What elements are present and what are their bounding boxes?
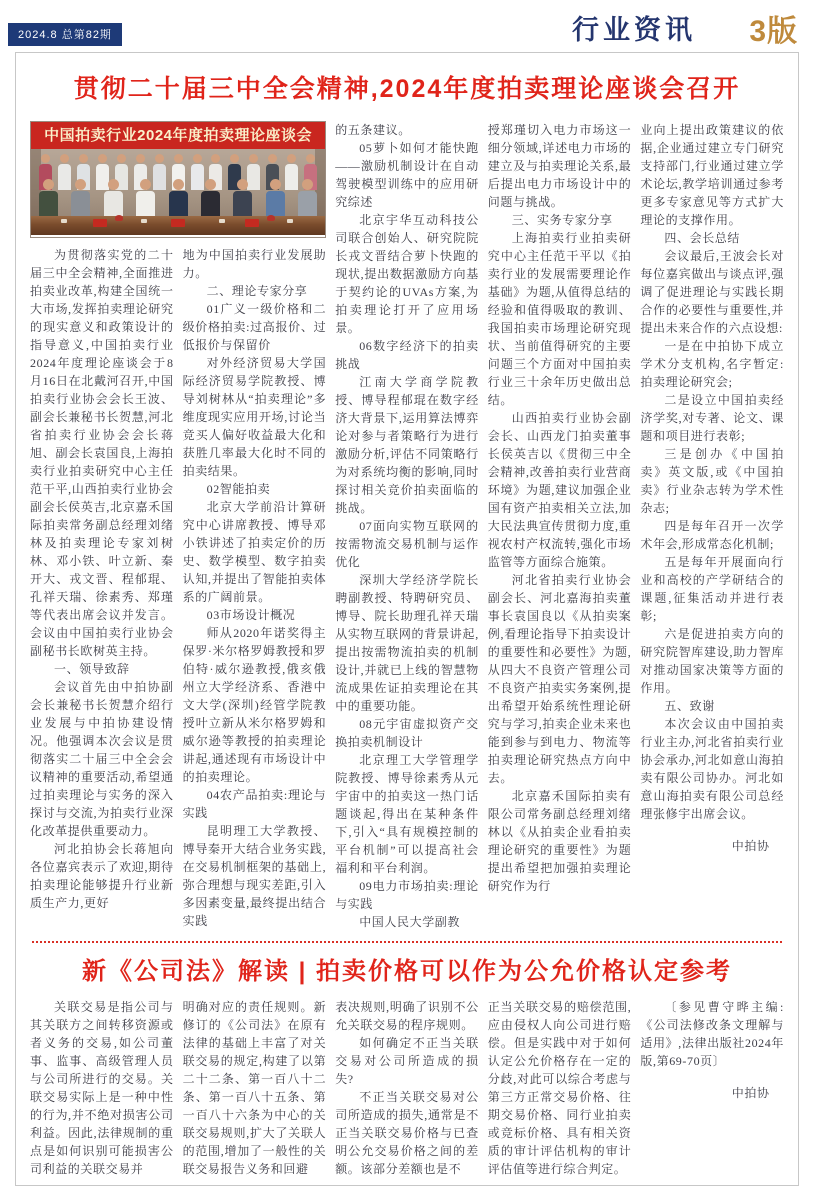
person-head	[211, 154, 220, 163]
paragraph: 河北省拍卖行业协会副会长、河北嘉海拍卖董事长袁国良以《从拍卖案例,看理论指导下拍卖设计的重要性和必要性》为题,从四大不良资产管理公司不良资产拍卖实务案例,提出希望开始系统性理论研究与学习,拍卖企业未来也能到参与到电力、物流等拍卖理论研究热点方向中去。	[487, 573, 632, 785]
paragraph: 一是在中拍协下成立学术分支机构,名字暂定:拍卖理论研究会;	[640, 339, 784, 389]
person-head	[79, 154, 88, 163]
person-head	[41, 154, 50, 163]
paragraph: 北京嘉禾国际拍卖有限公司常务副总经理刘绪林以《从拍卖企业看拍卖理论研究的重要性》为题提出希望把加强拍卖理论研究作为行	[487, 789, 632, 893]
article1-column-3	[335, 121, 479, 931]
paragraph: 的五条建议。	[335, 123, 411, 137]
paragraph: 深圳大学经济学院长聘副教授、特聘研究员、博导、院长助理孔祥天瑞从实物互联网的背景讲起,提出按需物流拍卖的机制设计,并就已上线的智慧物流成果佐证拍卖理论在其中的重要功能。	[335, 573, 479, 713]
section-title: 行业资讯	[572, 15, 696, 45]
paragraph: 会议首先由中拍协副会长兼秘书长贺慧介绍行业发展与中拍协建设情况。他强调本次会议是贯彻落实二十届三中全会会议精神的重要活动,希望通过拍卖理论与实务的深入探讨与交流,为拍卖行业深化改革提供重要动力。	[30, 679, 174, 838]
person-head	[98, 154, 107, 163]
paragraph: 六是促进拍卖方向的研究院智库建设,助力智库对推动国家决策等方面的作用。	[640, 627, 784, 695]
person-head	[205, 179, 216, 190]
paragraph: 中国人民大学副教	[359, 915, 460, 929]
person-head	[193, 154, 202, 163]
paragraph: 为贯彻落实党的二十届三中全会精神,全面推进拍卖业改革,构建全国统一大市场,发挥拍卖理论研究的现实意义和政策设计的指导意义,中国拍卖行业2024年度理论座谈会于8月16日在北戴河召开,中国拍卖行业协会会长王波、副会长兼秘书长贺慧,河北省拍卖行业协会会长蒋旭、副会长袁国良,上海拍卖行业拍卖研究中心主任范干平,山西拍卖行业协会副会长侯英吉,北京嘉禾国际拍卖常务副总经理刘绪林及拍卖理论专家刘树林、邓小铁、叶立新、秦开大、戎文晋、程郁琨、孔祥天瑞、徐素秀、郑瑾等代表出席会议并发言。会议由中国拍卖行业协会副秘书长欧树英主持。	[30, 247, 174, 658]
paragraph: 江南大学商学院教授、博导程郁琨在数字经济大背景下,运用算法博弈论对参与者策略行为进行激励分析,评估不同策略行为对系统均衡的影响,同时探讨相关竞价拍卖面临的挑战。	[335, 375, 479, 515]
paragraph: 五是每年开展面向行业和高校的产学研结合的课题,征集活动并进行表彰;	[640, 555, 784, 623]
paragraph: 北京理工大学管理学院教授、博导徐素秀从元宇宙中的拍卖这一热门话题谈起,得出在某种条件下,引入“具有规模控制的平台机制”可以提高社会福利和平台利润。	[335, 753, 479, 875]
paragraph: 北京宇华互动科技公司联合创始人、研究院院长戎文晋结合萝卜快跑的现状,提出数据激励方向基于契约论的UVAs方案,为拍卖理论打开了应用场景。	[335, 213, 479, 335]
person-head	[237, 179, 248, 190]
photo-scene	[31, 149, 325, 235]
photo-banner-text: 中国拍卖行业2024年度拍卖理论座谈会	[31, 122, 325, 149]
flower-decoration	[115, 215, 123, 221]
paragraph: 04农产品拍卖:理论与实践	[182, 787, 327, 820]
paragraph: 师从2020年诺奖得主保罗·米尔格罗姆教授和罗伯特·威尔逊教授,俄亥俄州立大学经济系、香港中文大学(深圳)经管学院教授叶立新从米尔格罗姆和威尔逊等教授的拍卖理论讲起,通述现有市场设计中的拍卖理论。	[182, 625, 327, 784]
article1-column-1	[30, 246, 174, 932]
paragraph: 不正当关联交易对公司所造成的损失,通常是不正当关联交易价格与已查明公允交易价格之间的差额。该部分差额也是不	[335, 1090, 479, 1176]
byline: 中拍协	[731, 839, 770, 853]
content-frame	[15, 52, 799, 1186]
paragraph: 上海拍卖行业拍卖研究中心主任范干平以《拍卖行业的发展需要理论作基础》为题,从值得总结的经验和值得吸取的教训、我国拍卖市场理论研究现状、当前值得研究的主要问题三个方面对中国拍卖行业三十余年历史做出总结。	[487, 231, 632, 407]
article1-column-4	[488, 121, 632, 931]
person-head	[136, 154, 145, 163]
teacup	[219, 219, 225, 223]
paragraph: 四、会长总结	[664, 231, 740, 245]
flower-decoration	[267, 215, 275, 221]
paragraph: 河北拍协会长蒋旭向各位嘉宾表示了欢迎,期待拍卖理论能够提升行业新质生产力,更好	[30, 841, 174, 910]
person-head	[249, 154, 258, 163]
paragraph: 业向上提出政策建议的依据,企业通过建立专门研究支持部门,行业通过建立学术论坛,教学培训通过参考更多专家意见等方式扩大理论的支撑作用。	[640, 123, 784, 227]
person-head	[174, 154, 183, 163]
article2-column-2	[183, 998, 327, 1178]
paragraph: 05萝卜如何才能快跑——激励机制设计在自动驾驶模型训练中的应用研究综述	[335, 141, 479, 209]
article-company-law	[30, 998, 784, 1178]
paragraph: 明确对应的责任规则。新修订的《公司法》在原有法律的基础上丰富了对关联交易的规定,构建了以第二十二条、第一百八十二条、第一百八十五条、第一百八十六条为中心的关联交易规则,扩大了关联人的范围,增加了一般性的关联交易报告义务和回避	[182, 1000, 327, 1176]
person-head	[268, 154, 277, 163]
paragraph: 表决规则,明确了识别不公允关联交易的程序规则。	[335, 1000, 479, 1032]
name-card	[245, 219, 259, 227]
person-head	[306, 154, 315, 163]
issue-badge: 2024.8 总第82期	[8, 23, 122, 46]
paragraph: 对外经济贸易大学国际经济贸易学院教授、博导刘树林从“拍卖理论”多维度现实应用开场,讨论当竞买人偏好收益最大化和获胜几率最大化时不同的拍卖结果。	[182, 355, 327, 478]
article1-headline: 贯彻二十届三中全会精神,2024年度拍卖理论座谈会召开	[73, 75, 741, 103]
paragraph: 北京大学前沿计算研究中心讲席教授、博导邓小铁讲述了拍卖定价的历史、数学模型、数字拍卖认知,并提出了智能拍卖体系的广阔前景。	[182, 499, 327, 604]
paragraph: 二、理论专家分享	[206, 283, 308, 298]
paragraph: 02智能拍卖	[206, 481, 271, 496]
paragraph: 四是每年召开一次学术年会,形成常态化机制;	[640, 519, 784, 551]
article2-column-3	[335, 998, 479, 1178]
byline: 中拍协	[731, 1086, 770, 1100]
article1-column-2	[183, 246, 327, 932]
dotted-separator	[32, 941, 782, 943]
person-head	[287, 154, 296, 163]
page-number: 3版	[749, 15, 798, 48]
person-head	[60, 154, 69, 163]
paragraph: 03市场设计概况	[206, 607, 296, 622]
person-head	[108, 179, 119, 190]
paragraph: 授郑瑾切入电力市场这一细分领域,详述电力市场的建立及与拍卖理论关系,最后提出电力市场设计中的问题与挑战。	[487, 123, 632, 209]
name-card	[93, 219, 107, 227]
teacup	[141, 219, 147, 223]
paragraph: 山西拍卖行业协会副会长、山西龙门拍卖董事长侯英吉以《贯彻三中全会精神,改善拍卖行业营商环境》为题,建议加强企业国有资产拍卖相关立法,加大民法典宣传贯彻力度,重视农村产权流转,强化市场监管等方面综合施策。	[487, 411, 632, 569]
article-theory-forum	[30, 121, 784, 931]
teacup	[287, 219, 293, 223]
paragraph: 五、致谢	[664, 699, 715, 713]
person-head	[117, 154, 126, 163]
group-photo	[30, 121, 326, 238]
paragraph: 如何确定不正当关联交易对公司所造成的损失?	[335, 1036, 479, 1086]
person-head	[270, 179, 281, 190]
article1-column-5	[640, 121, 784, 931]
paragraph: 01广义一级价格和二级价格拍卖:过高报价、过低报价与保留价	[182, 301, 327, 352]
paragraph: 会议最后,王波会长对每位嘉宾做出与谈点评,强调了促进理论与实践长期合作的必要性与重要性,并提出未来合作的六点设想:	[640, 249, 784, 335]
paragraph: 三、实务专家分享	[511, 213, 613, 227]
person-head	[155, 154, 164, 163]
paragraph: 一、领导致辞	[54, 661, 130, 676]
person-head	[230, 154, 239, 163]
name-card	[171, 219, 185, 227]
paragraph: 〔参见曹守晔主编:《公司法修改条文理解与适用》,法律出版社2024年版,第69-70页〕	[640, 1000, 784, 1068]
paragraph: 关联交易是指公司与其关联方之间转移资源或者义务的交易,如公司董事、监事、高级管理人员与公司所进行的交易。关联交易实际上是一种中性的行为,并不绝对损害公司利益。因此,法律规制的重点是如何识别可能损害公司利益的关联交易并	[30, 1000, 174, 1176]
paragraph: 07面向实物互联网的按需物流交易机制与运作优化	[335, 519, 479, 569]
paragraph: 本次会议由中国拍卖行业主办,河北省拍卖行业协会承办,河北如意山海拍卖有限公司协办。河北如意山海拍卖有限公司总经理张修宇出席会议。	[640, 717, 784, 821]
paragraph: 地为中国拍卖行业发展助力。	[182, 247, 327, 280]
person-head	[43, 179, 54, 190]
article2-headline: 新《公司法》解读 | 拍卖价格可以作为公允价格认定参考	[81, 958, 733, 985]
paragraph: 08元宇宙虚拟资产交换拍卖机制设计	[335, 717, 479, 749]
article2-column-1	[30, 998, 174, 1178]
person-head	[173, 179, 184, 190]
article2-column-5	[640, 998, 784, 1178]
person-head	[302, 179, 313, 190]
paragraph: 09电力市场拍卖:理论与实践	[335, 879, 479, 911]
teacup	[61, 219, 67, 223]
paragraph: 正当关联交易的赔偿范围,应由侵权人向公司进行赔偿。但是实践中对于如何认定公允价格存在一定的分歧,对此可以综合考虑与第三方正常交易价格、往期交易价格、同行业拍卖或竞标价格、具有相关资质的审计评估机构的审计评估值等进行综合判定。	[487, 1000, 632, 1176]
article2-column-4	[488, 998, 632, 1178]
paragraph: 06数字经济下的拍卖挑战	[335, 339, 479, 371]
paragraph: 二是设立中国拍卖经济学奖,对专著、论文、课题和项目进行表彰;	[640, 393, 784, 443]
paragraph: 三是创办《中国拍卖》英文版,或《中国拍卖》行业杂志转为学术性杂志;	[640, 447, 784, 515]
masthead	[0, 0, 814, 52]
paragraph: 昆明理工大学教授、博导秦开大结合业务实践,在交易机制框架的基础上,弥合理想与现实差距,引入多因素变量,最终提出结合实践	[182, 823, 327, 928]
person-head	[75, 179, 86, 190]
person-head	[140, 179, 151, 190]
